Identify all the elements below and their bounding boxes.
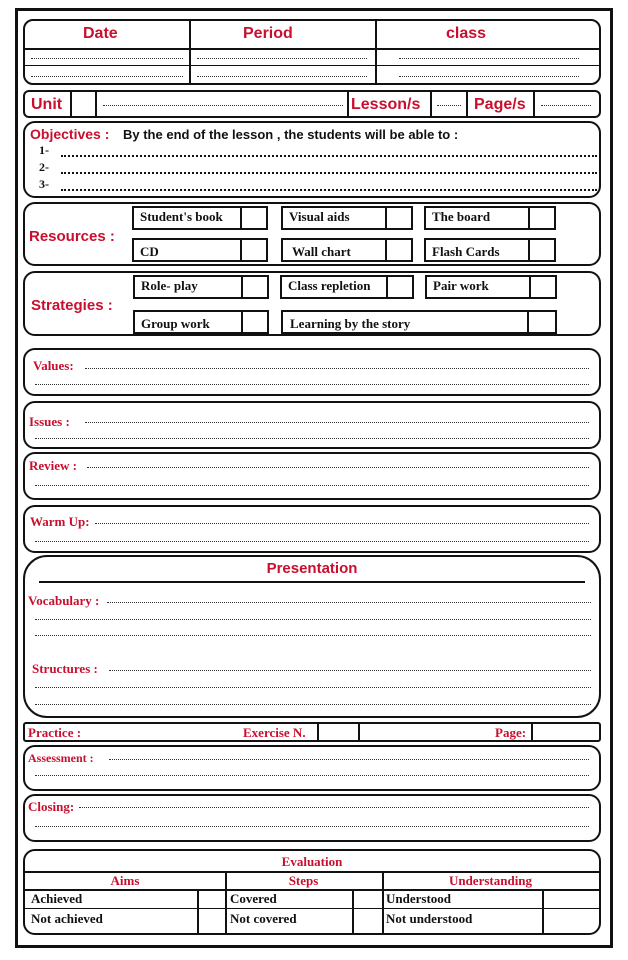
- resource-flash-cards: Flash Cards: [424, 238, 530, 262]
- resource-students-book: Student's book: [132, 206, 242, 230]
- presentation-title: Presentation: [266, 560, 358, 577]
- warmup-box: [23, 505, 601, 553]
- class-field[interactable]: [399, 58, 579, 59]
- values-label: Values:: [33, 358, 74, 373]
- assessment-field-2[interactable]: [35, 775, 589, 776]
- resource-the-board: The board: [424, 206, 530, 230]
- warmup-label: Warm Up:: [30, 514, 90, 529]
- resource-the-board-checkbox[interactable]: [528, 206, 556, 230]
- exercise-label: Exercise N.: [243, 725, 306, 740]
- unit-label: Unit: [31, 96, 63, 113]
- unit-field[interactable]: [103, 105, 343, 106]
- resource-visual-aids: Visual aids: [281, 206, 387, 230]
- date-field[interactable]: [31, 58, 183, 59]
- vocabulary-field-2[interactable]: [35, 619, 591, 620]
- review-field-1[interactable]: [87, 467, 589, 468]
- class-label: class: [446, 25, 487, 42]
- practice-label: Practice :: [28, 725, 82, 740]
- eval-not-achieved-checkbox[interactable]: [199, 910, 225, 935]
- vocabulary-field-1[interactable]: [107, 602, 591, 603]
- values-field-1[interactable]: [85, 368, 589, 369]
- evaluation-box: [23, 849, 601, 935]
- eval-achieved: Achieved: [31, 891, 83, 906]
- practice-page-field[interactable]: [535, 724, 595, 740]
- eval-not-covered: Not covered: [230, 911, 297, 926]
- date-field-2[interactable]: [31, 76, 183, 77]
- eval-not-understood-checkbox[interactable]: [544, 910, 599, 935]
- strategy-role-play-checkbox[interactable]: [241, 275, 269, 299]
- strategy-pair-work-checkbox[interactable]: [529, 275, 557, 299]
- strategy-group-work-checkbox[interactable]: [241, 310, 269, 334]
- eval-achieved-checkbox[interactable]: [199, 891, 225, 908]
- warmup-field-2[interactable]: [35, 541, 589, 542]
- review-label: Review :: [29, 458, 78, 473]
- review-box: [23, 452, 601, 500]
- lesson-field[interactable]: [437, 105, 461, 106]
- header-box: [23, 19, 601, 85]
- class-field-2[interactable]: [399, 76, 579, 77]
- issues-field-1[interactable]: [85, 422, 589, 423]
- practice-page-label: Page:: [495, 725, 527, 740]
- period-field-2[interactable]: [197, 76, 367, 77]
- evaluation-title: Evaluation: [281, 854, 343, 869]
- date-label: Date: [83, 25, 118, 42]
- objective-field-3[interactable]: [61, 189, 597, 191]
- review-field-2[interactable]: [35, 485, 589, 486]
- objective-number-2: 2-: [39, 160, 49, 174]
- eval-not-achieved: Not achieved: [31, 911, 103, 926]
- values-box: [23, 348, 601, 396]
- strategy-group-work: Group work: [133, 310, 243, 334]
- issues-field-2[interactable]: [35, 438, 589, 439]
- objectives-label: Objectives :: [30, 126, 110, 142]
- strategy-learning-by-story: Learning by the story: [281, 310, 529, 334]
- closing-label: Closing:: [28, 799, 75, 814]
- assessment-field-1[interactable]: [109, 759, 589, 760]
- issues-box: [23, 401, 601, 449]
- exercise-number-field[interactable]: [321, 724, 355, 740]
- vocabulary-label: Vocabulary :: [28, 593, 100, 608]
- assessment-label: Assessment :: [28, 751, 94, 765]
- objective-number-1: 1-: [39, 143, 49, 157]
- strategies-label: Strategies :: [31, 297, 113, 314]
- eval-not-covered-checkbox[interactable]: [354, 910, 382, 935]
- eval-not-understood: Not understood: [386, 911, 473, 926]
- structures-field-3[interactable]: [35, 704, 591, 705]
- resource-cd-checkbox[interactable]: [240, 238, 268, 262]
- strategy-learning-by-story-checkbox[interactable]: [527, 310, 557, 334]
- issues-label: Issues :: [29, 414, 70, 429]
- resource-visual-aids-checkbox[interactable]: [385, 206, 413, 230]
- structures-label: Structures :: [32, 661, 98, 676]
- vocabulary-field-3[interactable]: [35, 635, 591, 636]
- eval-header-steps: Steps: [288, 873, 319, 888]
- eval-covered-checkbox[interactable]: [354, 891, 382, 908]
- eval-covered: Covered: [230, 891, 277, 906]
- resource-flash-cards-checkbox[interactable]: [528, 238, 556, 262]
- unit-row: [23, 90, 601, 118]
- resources-label: Resources :: [29, 228, 115, 245]
- objectives-box: [23, 121, 601, 198]
- eval-header-aims: Aims: [110, 873, 140, 888]
- period-field[interactable]: [197, 58, 367, 59]
- closing-box: [23, 794, 601, 842]
- strategy-pair-work: Pair work: [425, 275, 531, 299]
- objectives-intro: By the end of the lesson , the students will be able to :: [123, 127, 459, 142]
- assessment-box: [23, 745, 601, 791]
- lesson-label: Lesson/s: [351, 96, 421, 113]
- strategy-class-repletion: Class repletion: [280, 275, 388, 299]
- period-label: Period: [243, 25, 293, 42]
- objective-field-2[interactable]: [61, 172, 597, 174]
- page-field[interactable]: [541, 105, 591, 106]
- page-label: Page/s: [474, 96, 526, 113]
- resource-cd: CD: [132, 238, 242, 262]
- eval-understood: Understood: [386, 891, 452, 906]
- objective-field-1[interactable]: [61, 155, 597, 157]
- strategy-class-repletion-checkbox[interactable]: [386, 275, 414, 299]
- objective-number-3: 3-: [39, 177, 49, 191]
- structures-field-1[interactable]: [109, 670, 591, 671]
- closing-field-2[interactable]: [35, 826, 589, 827]
- presentation-box: [23, 555, 601, 718]
- strategy-role-play: Role- play: [133, 275, 243, 299]
- practice-row: [23, 722, 601, 742]
- resource-wall-chart: Wall chart: [281, 238, 387, 262]
- eval-understood-checkbox[interactable]: [544, 891, 599, 908]
- eval-header-understanding: Understanding: [448, 873, 533, 888]
- closing-field-1[interactable]: [79, 807, 589, 808]
- resource-wall-chart-checkbox[interactable]: [385, 238, 413, 262]
- values-field-2[interactable]: [35, 384, 589, 385]
- warmup-field-1[interactable]: [95, 523, 589, 524]
- resource-students-book-checkbox[interactable]: [240, 206, 268, 230]
- structures-field-2[interactable]: [35, 687, 591, 688]
